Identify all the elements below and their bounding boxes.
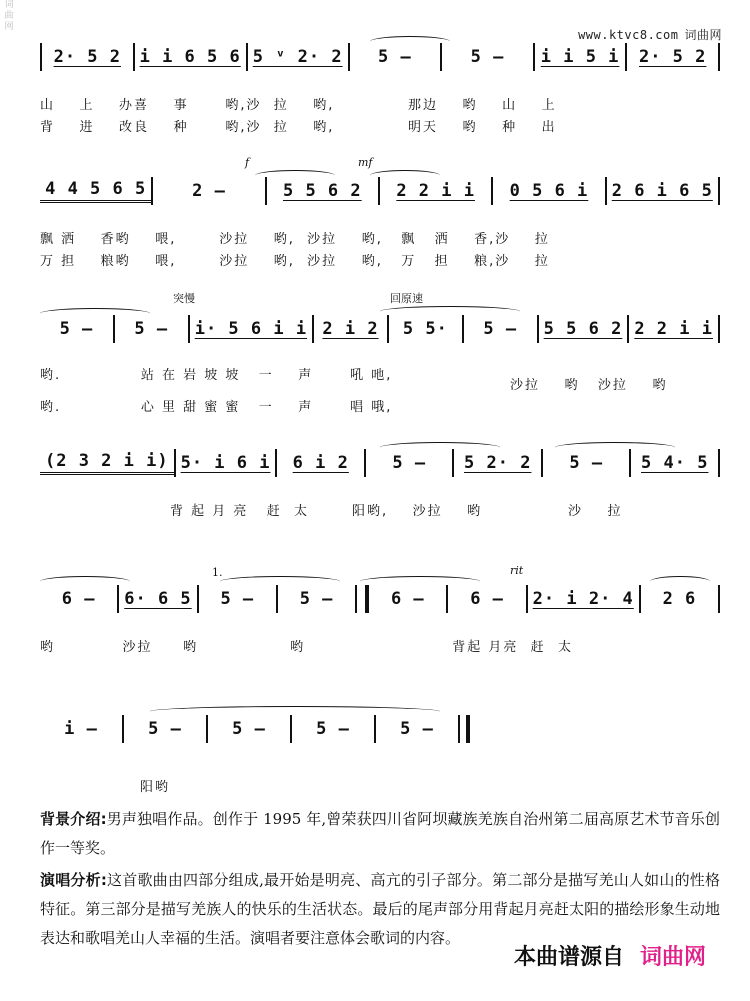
tempo-mark: 回原速 (390, 292, 423, 305)
lyric-line-1 (40, 636, 720, 658)
background-heading: 背景介绍: (40, 810, 107, 828)
lyric-line-1: 山 上 办喜 事 哟,沙 拉 哟, 那边 哟 山 上 (40, 98, 557, 113)
analysis-text: 这首歌曲由四部分组成,最开始是明亮、高亢的引子部分。第二部分是描写羌山人如山的性格特征。第三部分是描写羌族人的快乐的生活状态。最后的尾声部分用背起月亮赶太阳的描绘形象生动地表达和歌唱羌山人幸福的生活。演唱者要注意体会歌词的内容。 (40, 871, 720, 947)
measure: 5 – (59, 319, 94, 339)
tempo-mark: rit (510, 564, 524, 577)
slur (40, 576, 130, 587)
lyric-line-1 (40, 500, 720, 522)
slur (370, 36, 450, 47)
dynamic-mark: mf (358, 156, 373, 169)
measure: 5 4· 5 (641, 453, 709, 473)
background-paragraph (40, 805, 720, 863)
lyric-line-2: 万 担 粮哟 喂, 沙拉 哟, 沙拉 哟, 万 担 粮,沙 拉 (40, 254, 550, 269)
lyric-line-2 (40, 396, 720, 418)
slur (380, 306, 520, 317)
measure: 5 – (232, 719, 266, 739)
barline (718, 585, 720, 613)
measure: 5 5· (402, 319, 448, 339)
measure: 2 6 i 6 5 (611, 181, 713, 201)
measure: 5 – (316, 719, 350, 739)
lyric-text: 阳哟 (140, 780, 171, 795)
lyric-text: 哟. 心 里 甜 蜜 蜜 一 声 唱 哦, (40, 400, 393, 415)
measure: 6 – (470, 589, 504, 609)
notes-line (40, 582, 720, 616)
score-system-6 (40, 712, 470, 798)
measure: 5 – (569, 453, 604, 473)
measure: 2 6 (662, 589, 697, 609)
score-system-2 (40, 156, 720, 272)
score-system-5 (40, 564, 720, 658)
barline (718, 177, 720, 205)
score-system-4 (40, 446, 720, 522)
measure: 2· 5 2 (53, 47, 121, 67)
notes-line (40, 712, 470, 746)
final-barline (458, 715, 470, 743)
lyric-text: 沙拉 哟 沙拉 哟 (510, 378, 668, 393)
lyric-line-3 (40, 378, 720, 396)
measure: 5 – (134, 319, 169, 339)
lyric-text: 哟. 站 在 岩 坡 坡 一 声 吼 吔, (40, 368, 393, 383)
measure: 5 – (148, 719, 182, 739)
measure: 5 5 6 2 (543, 319, 623, 339)
background-text: 男声独唱作品。创作于 1995 年,曾荣获四川省阿坝藏族羌族自治州第二届高原艺术节音乐创作一等奖。 (40, 810, 720, 857)
measure: (2 3 2 i i) (40, 451, 174, 475)
side-watermark: 词 曲 网 (4, 0, 14, 32)
slur (360, 576, 480, 587)
measure: 2 – (192, 181, 226, 201)
measure: 4 4 5 6 5 (40, 179, 151, 203)
measure: 5 – (220, 589, 255, 609)
lyric-text: 哟 沙拉 哟 哟 背起 月亮 赶 太 (40, 640, 573, 655)
tempo-mark: 突慢 (173, 292, 195, 305)
measure: 5 – (392, 453, 427, 473)
measure: 5 – (483, 319, 518, 339)
measure: i – (64, 719, 98, 739)
measure: 5 2· 2 (464, 453, 532, 473)
footer-brand-source: 本曲谱源自 (513, 945, 624, 970)
score-system-1 (40, 40, 720, 138)
measure: 5 – (378, 47, 412, 67)
analysis-heading: 演唱分析: (40, 871, 107, 889)
barline (718, 315, 720, 343)
measure: 2· i 2· 4 (532, 589, 634, 609)
slur (650, 576, 710, 587)
lyric-text: 背 起 月 亮 赶 太 阳哟, 沙拉 哟 沙 拉 (170, 504, 623, 519)
footer-brand (510, 940, 710, 971)
lyric-line-2: 背 进 改良 种 哟,沙 拉 哟, 明天 哟 种 出 (40, 120, 557, 135)
measure: 2 i 2 (322, 319, 379, 339)
barline (718, 43, 720, 71)
slur (220, 576, 340, 587)
measure: 5 – (400, 719, 434, 739)
measure: 6 – (61, 589, 96, 609)
measure: i i 6 5 6 (139, 47, 241, 67)
barline (718, 449, 720, 477)
measure: 2 2 i i (634, 319, 713, 339)
slur (370, 170, 440, 181)
measure: 2· 5 2 (638, 47, 707, 67)
site-url-text: www.ktvc8.com (578, 28, 679, 42)
measure: 2 2 i i (396, 181, 475, 201)
repeat-barline (355, 585, 369, 613)
measure: 5 – (299, 589, 334, 609)
measure: 6 – (390, 589, 425, 609)
measure: 6 i 2 (292, 453, 349, 473)
slur (40, 308, 150, 319)
slur (150, 706, 440, 717)
slur (555, 442, 675, 453)
measure: 0 5 6 i (509, 181, 589, 201)
slur (380, 442, 500, 453)
dynamic-mark: f (245, 156, 250, 169)
score-system-3 (40, 292, 720, 418)
measure: 5 5 6 2 (282, 181, 362, 201)
measure: i i 5 i (540, 47, 620, 67)
volta-mark: 1. (212, 566, 223, 579)
measure: 5 – (470, 47, 505, 67)
slur (255, 170, 335, 181)
measure: 6· 6 5 (124, 589, 192, 609)
site-name: 词曲网 (684, 28, 722, 42)
footer-brand-site: 词曲网 (639, 945, 706, 970)
lyric-line-1 (40, 776, 470, 798)
measure: 5 ᵛ 2· 2 (252, 47, 343, 67)
measure: i· 5 6 i i (194, 319, 308, 339)
lyric-line-1: 飘 洒 香哟 喂, 沙拉 哟, 沙拉 哟, 飘 洒 香,沙 拉 (40, 232, 550, 247)
measure: 5· i 6 i (180, 453, 271, 473)
